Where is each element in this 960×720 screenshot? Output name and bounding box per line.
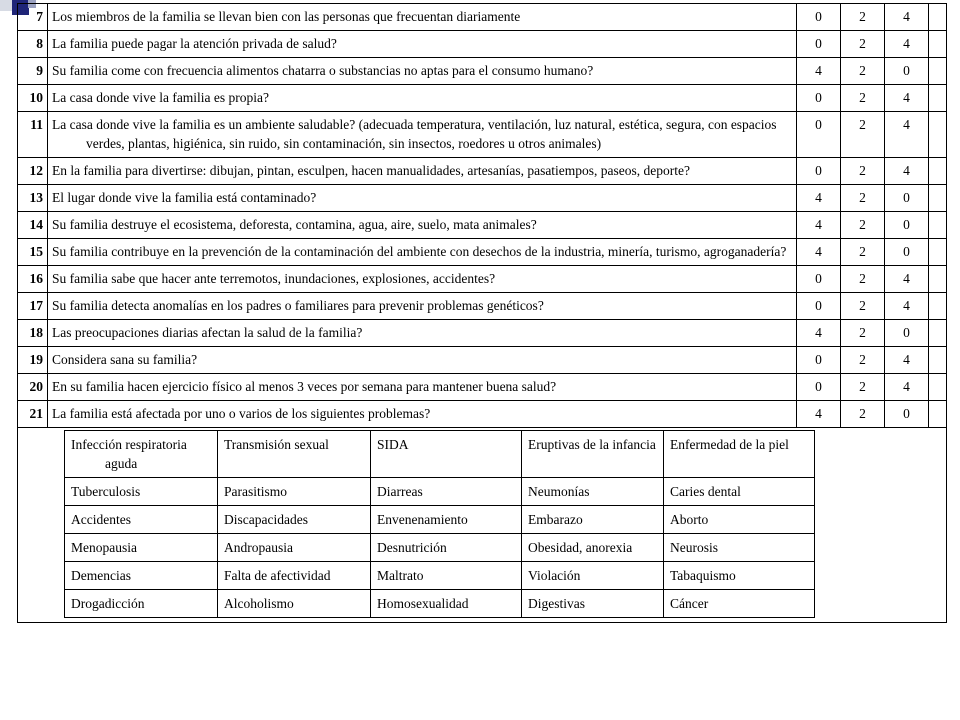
score-option-3: 0: [885, 239, 929, 266]
problem-cell: Aborto: [670, 512, 709, 527]
question-number: 20: [18, 374, 48, 401]
score-option-3: 0: [885, 58, 929, 85]
question-row: [18, 374, 947, 401]
question-number: 19: [18, 347, 48, 374]
score-option-2: 2: [841, 4, 885, 31]
score-option-3: 4: [885, 266, 929, 293]
blank-cell: [929, 58, 947, 85]
score-option-1: 0: [797, 4, 841, 31]
blank-cell: [929, 266, 947, 293]
question-number: 14: [18, 212, 48, 239]
question-text: En su familia hacen ejercicio físico al menos 3 veces por semana para mantener buena salud?: [52, 379, 557, 394]
score-option-2: 2: [841, 112, 885, 158]
question-text: Su familia detecta anomalías en los padres o familiares para prevenir problemas genéticos?: [52, 298, 544, 313]
blank-cell: [929, 320, 947, 347]
question-text: La casa donde vive la familia es propia?: [52, 90, 270, 105]
problem-cell: Diarreas: [377, 484, 423, 499]
question-number: 12: [18, 158, 48, 185]
problem-cell: Homosexualidad: [377, 596, 469, 611]
question-text: Las preocupaciones diarias afectan la salud de la familia?: [52, 325, 363, 340]
score-option-1: 4: [797, 320, 841, 347]
question-row: [18, 293, 947, 320]
problems-table: [64, 430, 815, 618]
question-number: 7: [18, 4, 48, 31]
question-number: 8: [18, 31, 48, 58]
blank-cell: [929, 239, 947, 266]
problem-cell: Menopausia: [71, 540, 137, 555]
question-row: [18, 185, 947, 212]
problem-cell: Eruptivas de la infancia: [528, 437, 656, 452]
question-text: En la familia para divertirse: dibujan, pintan, esculpen, hacen manualidades, artesanías, pasatiempos, paseos, deporte?: [52, 163, 691, 178]
score-option-1: 4: [797, 58, 841, 85]
score-option-3: 4: [885, 293, 929, 320]
score-option-2: 2: [841, 158, 885, 185]
blank-cell: [929, 4, 947, 31]
score-option-2: 2: [841, 401, 885, 428]
problem-cell: SIDA: [377, 437, 409, 452]
score-option-3: 0: [885, 320, 929, 347]
score-option-1: 0: [797, 347, 841, 374]
score-option-1: 0: [797, 85, 841, 112]
problem-cell: Embarazo: [528, 512, 583, 527]
problem-cell: Maltrato: [377, 568, 424, 583]
problem-cell: Alcoholismo: [224, 596, 294, 611]
question-row: [18, 239, 947, 266]
question-text: La familia puede pagar la atención privada de salud?: [52, 36, 337, 51]
score-option-1: 0: [797, 112, 841, 158]
problem-cell: Infección respiratoria aguda: [71, 437, 187, 471]
question-text: Su familia destruye el ecosistema, deforesta, contamina, agua, aire, suelo, mata animales?: [52, 217, 537, 232]
score-option-3: 4: [885, 347, 929, 374]
question-number: 17: [18, 293, 48, 320]
score-option-1: 4: [797, 239, 841, 266]
questionnaire-table: [17, 3, 947, 623]
problem-cell: Neumonías: [528, 484, 590, 499]
score-option-3: 0: [885, 212, 929, 239]
problem-cell: Obesidad, anorexia: [528, 540, 633, 555]
score-option-2: 2: [841, 85, 885, 112]
score-option-2: 2: [841, 58, 885, 85]
problem-row: [65, 562, 815, 590]
score-option-1: 0: [797, 158, 841, 185]
question-row: [18, 401, 947, 428]
question-number: 11: [18, 112, 48, 158]
question-text: Su familia contribuye en la prevención de la contaminación del ambiente con desechos de la industria, minería, turismo, agroganadería?: [52, 244, 787, 259]
question-row: [18, 58, 947, 85]
problem-cell: Accidentes: [71, 512, 131, 527]
question-row: [18, 158, 947, 185]
problem-row: [65, 431, 815, 478]
question-number: 15: [18, 239, 48, 266]
score-option-3: 4: [885, 158, 929, 185]
question-row: [18, 347, 947, 374]
score-option-1: 0: [797, 293, 841, 320]
score-option-3: 4: [885, 374, 929, 401]
question-number: 21: [18, 401, 48, 428]
question-text: Considera sana su familia?: [52, 352, 198, 367]
question-text: La familia está afectada por uno o varios de los siguientes problemas?: [52, 406, 431, 421]
problem-cell: Transmisión sexual: [224, 437, 329, 452]
problem-cell: Demencias: [71, 568, 131, 583]
score-option-2: 2: [841, 239, 885, 266]
question-number: 13: [18, 185, 48, 212]
score-option-1: 4: [797, 212, 841, 239]
blank-cell: [929, 293, 947, 320]
question-row: [18, 31, 947, 58]
blank-cell: [929, 31, 947, 58]
score-option-1: 4: [797, 401, 841, 428]
question-row: [18, 320, 947, 347]
score-option-2: 2: [841, 347, 885, 374]
question-text: La casa donde vive la familia es un ambiente saludable? (adecuada temperatura, ventilación, luz natural, estética, segura, con espacios verdes, plantas, higiénica, sin ruido, sin contaminación, sin insectos, roedores u otros animales): [52, 117, 777, 151]
score-option-1: 0: [797, 31, 841, 58]
question-number: 16: [18, 266, 48, 293]
question-number: 18: [18, 320, 48, 347]
score-option-1: 4: [797, 185, 841, 212]
problem-cell: Falta de afectividad: [224, 568, 331, 583]
problem-cell: Andropausia: [224, 540, 293, 555]
question-row: [18, 85, 947, 112]
question-text: Su familia come con frecuencia alimentos chatarra o substancias no aptas para el consumo humano?: [52, 63, 594, 78]
problem-row: [65, 590, 815, 618]
blank-cell: [929, 374, 947, 401]
problem-cell: Tuberculosis: [71, 484, 141, 499]
problem-row: [65, 478, 815, 506]
problem-cell: Neurosis: [670, 540, 718, 555]
problem-cell: Envenenamiento: [377, 512, 468, 527]
problem-cell: Violación: [528, 568, 581, 583]
score-option-3: 0: [885, 185, 929, 212]
blank-cell: [929, 185, 947, 212]
problem-cell: Desnutrición: [377, 540, 447, 555]
score-option-2: 2: [841, 374, 885, 401]
score-option-3: 4: [885, 31, 929, 58]
blank-cell: [929, 212, 947, 239]
question-row: [18, 212, 947, 239]
problem-cell: Caries dental: [670, 484, 741, 499]
blank-cell: [929, 347, 947, 374]
score-option-2: 2: [841, 293, 885, 320]
problem-cell: Parasitismo: [224, 484, 287, 499]
question-number: 9: [18, 58, 48, 85]
problem-cell: Enfermedad de la piel: [670, 437, 789, 452]
score-option-2: 2: [841, 320, 885, 347]
question-text: Los miembros de la familia se llevan bien con las personas que frecuentan diariamente: [52, 9, 521, 24]
score-option-2: 2: [841, 266, 885, 293]
question-row: [18, 266, 947, 293]
problem-row: [65, 506, 815, 534]
score-option-2: 2: [841, 185, 885, 212]
problem-cell: Cáncer: [670, 596, 709, 611]
score-option-3: 4: [885, 112, 929, 158]
question-number: 10: [18, 85, 48, 112]
problem-cell: Digestivas: [528, 596, 585, 611]
problems-row: [18, 428, 947, 623]
problem-cell: Discapacidades: [224, 512, 308, 527]
score-option-1: 0: [797, 374, 841, 401]
score-option-3: 4: [885, 85, 929, 112]
problem-cell: Drogadicción: [71, 596, 145, 611]
score-option-1: 0: [797, 266, 841, 293]
blank-cell: [929, 158, 947, 185]
score-option-3: 4: [885, 4, 929, 31]
score-option-2: 2: [841, 212, 885, 239]
score-option-2: 2: [841, 31, 885, 58]
question-text: Su familia sabe que hacer ante terremotos, inundaciones, explosiones, accidentes?: [52, 271, 496, 286]
blank-cell: [929, 112, 947, 158]
problem-row: [65, 534, 815, 562]
score-option-3: 0: [885, 401, 929, 428]
slide-decoration-light: [0, 0, 12, 11]
question-row: [18, 112, 947, 158]
blank-cell: [929, 401, 947, 428]
problem-cell: Tabaquismo: [670, 568, 736, 583]
blank-cell: [929, 85, 947, 112]
question-row: [18, 4, 947, 31]
question-text: El lugar donde vive la familia está contaminado?: [52, 190, 317, 205]
